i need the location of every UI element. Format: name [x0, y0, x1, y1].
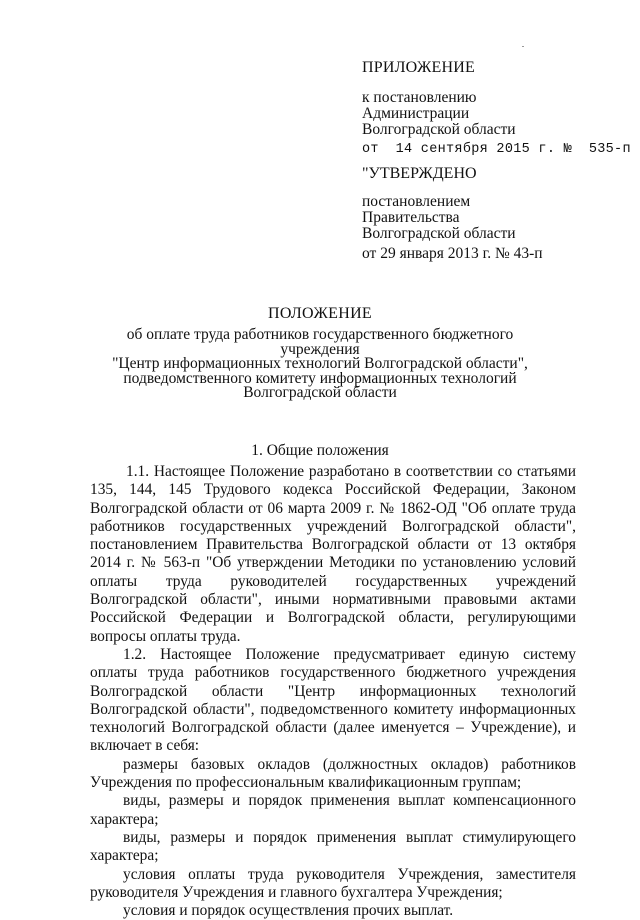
list-item: виды, размеры и порядок применения выплат компенсационного характера; — [90, 792, 576, 828]
document-body — [90, 463, 576, 920]
paragraph: 1.1. Настоящее Положение разработано в соответствии со статьями 135, 144, 145 Трудового кодекса Российской Федерации, Законом Волгоградской области от 06 марта 2009 г. № 1862-ОД "Об оплате труда работников государственных учреждений Волгоградской области", постановлением Правительства Волгоградской области от 13 октября 2014 г. № 563-п "Об утверждении Методики по установлению условий оплаты труда руководителей государственных учреждений Волгоградской области", иными нормативными правовыми актами Российской Федерации и Волгоградской области, регулирующими вопросы оплаты труда. — [90, 463, 576, 645]
subtitle-line: об оплате труда работников государственного бюджетного учреждения — [126, 326, 514, 358]
to-resolution-line: Администрации — [362, 105, 470, 122]
list-item: условия оплаты труда руководителя Учреждения, заместителя руководителя Учреждения и главного бухгалтера Учреждения; — [90, 865, 576, 901]
document-subtitle — [100, 328, 540, 401]
subtitle-line: Волгоградской области — [243, 384, 397, 401]
to-resolution-line: к постановлению — [362, 89, 477, 106]
list-item: размеры базовых окладов (должностных окладов) работников Учреждения по профессиональным квалификационным группам; — [90, 755, 576, 792]
section-title: 1. Общие положения — [251, 442, 389, 459]
approved-by-line: Волгоградской области — [362, 225, 516, 242]
approved-by-line: постановлением — [362, 193, 471, 210]
subtitle-line: подведомственного комитету информационных технологий — [123, 369, 517, 387]
approved-by-block — [362, 194, 516, 242]
list-item: условия и порядок осуществления прочих выплат. — [123, 902, 454, 920]
approved-date: от 29 января 2013 г. № 43-п — [362, 245, 543, 262]
approved-by-line: Правительства — [362, 209, 460, 226]
subtitle-line: "Центр информационных технологий Волгоградской области", — [112, 355, 528, 372]
resolution-date: от 14 сентября 2015 г. № 535-п — [362, 142, 631, 157]
to-resolution-block — [362, 90, 516, 138]
list-item: виды, размеры и порядок применения выплат стимулирующего характера; — [90, 828, 576, 865]
approved-heading: "УТВЕРЖДЕНО — [362, 165, 477, 182]
scan-speck — [522, 46, 524, 47]
paragraph: 1.2. Настоящее Положение предусматривает единую систему оплаты труда работников государственного бюджетного учреждения Волгоградской области "Центр информационных технологий Волгоградской области", подведомственного комитету информационных технологий Волгоградской области (далее именуется – Учреждение), и включает в себя: — [90, 645, 576, 755]
to-resolution-line: Волгоградской области — [362, 121, 516, 138]
document-title: ПОЛОЖЕНИЕ — [267, 305, 372, 322]
appendix-title: ПРИЛОЖЕНИЕ — [362, 59, 476, 76]
